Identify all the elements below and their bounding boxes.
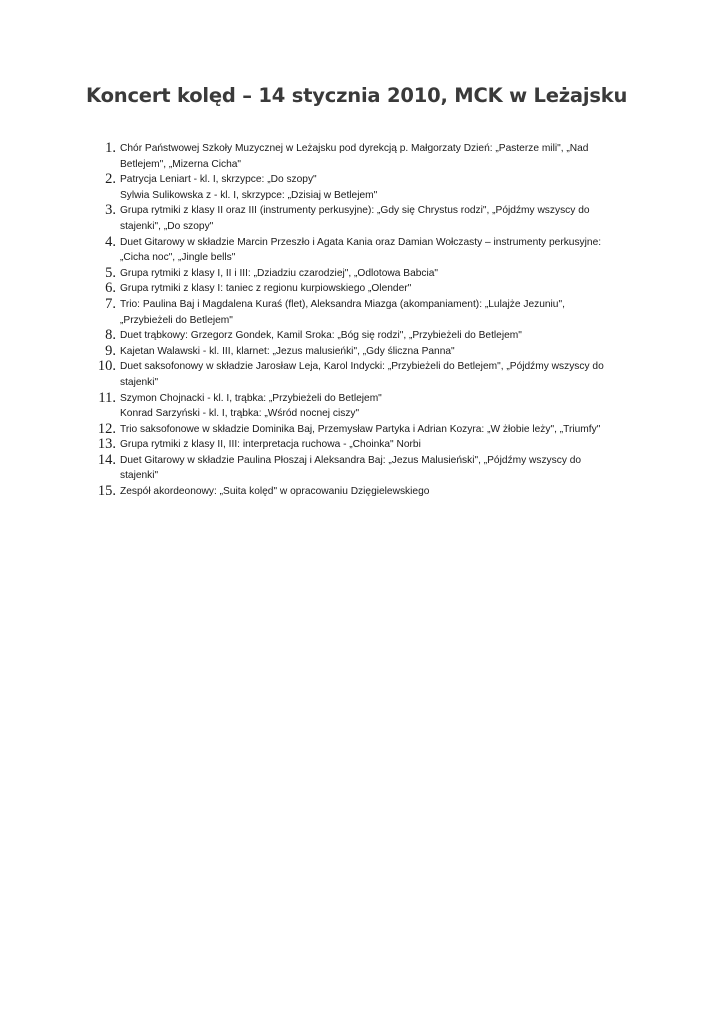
item-text-line: Duet Gitarowy w składzie Paulina Płoszaj i Aleksandra Baj: „Jezus Malusieński", „Pójdźmy wszyscy do bbox=[120, 454, 582, 466]
program-item bbox=[86, 484, 666, 500]
item-text-line: Grupa rytmiki z klasy I: taniec z regionu kurpiowskiego „Olender" bbox=[120, 283, 412, 295]
item-text-line: Szymon Chojnacki - kl. I, trąbka: „Przybieżeli do Betlejem" bbox=[120, 392, 382, 404]
item-text-line: Betlejem", „Mizerna Cicha" bbox=[120, 158, 242, 170]
item-number: 4. bbox=[105, 233, 116, 250]
item-text-line: Duet saksofonowy w składzie Jarosław Leja, Karol Indycki: „Przybieżeli do Betlejem", „Pójdźmy wszyscy do bbox=[120, 361, 604, 373]
program-item bbox=[86, 453, 666, 484]
item-text-line: stajenki", „Do szopy" bbox=[120, 220, 214, 232]
item-text-line: „Cicha noc", „Jingle bells" bbox=[120, 252, 236, 264]
item-number: 10. bbox=[97, 358, 116, 375]
program-item bbox=[86, 359, 666, 390]
item-text-line: Duet Gitarowy w składzie Marcin Przeszło i Agata Kania oraz Damian Wołczasty – instrumenty perkusyjne: bbox=[120, 236, 602, 248]
program-item bbox=[86, 344, 666, 360]
program-item bbox=[86, 422, 666, 438]
program-item bbox=[86, 266, 666, 282]
item-text-line: Duet trąbkowy: Grzegorz Gondek, Kamil Sroka: „Bóg się rodzi", „Przybieżeli do Betlejem" bbox=[120, 330, 522, 342]
program-item bbox=[86, 203, 666, 234]
item-number: 3. bbox=[105, 202, 116, 219]
item-text-line: Trio saksofonowe w składzie Dominika Baj, Przemysław Partyka i Adrian Kozyra: „W żłobie leży", „Triumfy" bbox=[120, 423, 601, 435]
document-title: Koncert kolęd – 14 stycznia 2010, MCK w Leżajsku bbox=[86, 84, 628, 107]
item-text-line: Zespół akordeonowy: „Suita kolęd" w opracowaniu Dzięgielewskiego bbox=[120, 486, 430, 498]
item-text-line: Patrycja Leniart - kl. I, skrzypce: „Do szopy" bbox=[120, 174, 317, 186]
program-item bbox=[86, 297, 666, 328]
item-text-line: Konrad Sarzyński - kl. I, trąbka: „Wśród nocnej ciszy" bbox=[120, 408, 360, 420]
item-text-line: Grupa rytmiki z klasy II, III: interpretacja ruchowa - „Choinka" Norbi bbox=[120, 439, 421, 451]
item-text-line: Chór Państwowej Szkoły Muzycznej w Leżajsku pod dyrekcją p. Małgorzaty Dzień: „Pasterze mili", „Nad bbox=[120, 143, 589, 154]
item-number: 1. bbox=[105, 140, 116, 156]
item-number: 8. bbox=[105, 327, 116, 344]
item-text-line: Trio: Paulina Baj i Magdalena Kuraś (flet), Aleksandra Miazga (akompaniament): „Lulajże Jezuniu", bbox=[120, 298, 565, 310]
item-text-line: „Przybieżeli do Betlejem" bbox=[120, 314, 233, 326]
program-item bbox=[86, 437, 666, 453]
program-item bbox=[86, 391, 666, 422]
item-text-line: stajenki" bbox=[120, 376, 159, 388]
item-number: 5. bbox=[105, 264, 116, 281]
item-text-line: Kajetan Walawski - kl. III, klarnet: „Jezus malusieńki", „Gdy śliczna Panna" bbox=[120, 345, 455, 357]
program-item bbox=[86, 281, 666, 297]
item-number: 13. bbox=[97, 436, 116, 453]
item-text-line: Grupa rytmiki z klasy I, II i III: „Dziadziu czarodziej", „Odlotowa Babcia" bbox=[120, 267, 439, 279]
item-number: 14. bbox=[97, 451, 116, 468]
program-list bbox=[86, 141, 666, 500]
item-text-line: Grupa rytmiki z klasy II oraz III (instrumenty perkusyjne): „Gdy się Chrystus rodzi", „Pójdźmy wszyscy do bbox=[120, 205, 590, 217]
item-number: 2. bbox=[105, 171, 116, 188]
program-item bbox=[86, 141, 666, 172]
item-number: 11. bbox=[98, 389, 116, 406]
item-text-line: Sylwia Sulikowska z - kl. I, skrzypce: „Dzisiaj w Betlejem" bbox=[120, 189, 378, 201]
item-text-line: stajenki" bbox=[120, 470, 159, 482]
program-item bbox=[86, 328, 666, 344]
program-item bbox=[86, 235, 666, 266]
item-number: 12. bbox=[97, 420, 116, 437]
item-number: 9. bbox=[105, 342, 116, 359]
item-number: 15. bbox=[97, 483, 116, 500]
program-item bbox=[86, 172, 666, 203]
item-number: 6. bbox=[105, 280, 116, 297]
item-number: 7. bbox=[105, 295, 116, 312]
